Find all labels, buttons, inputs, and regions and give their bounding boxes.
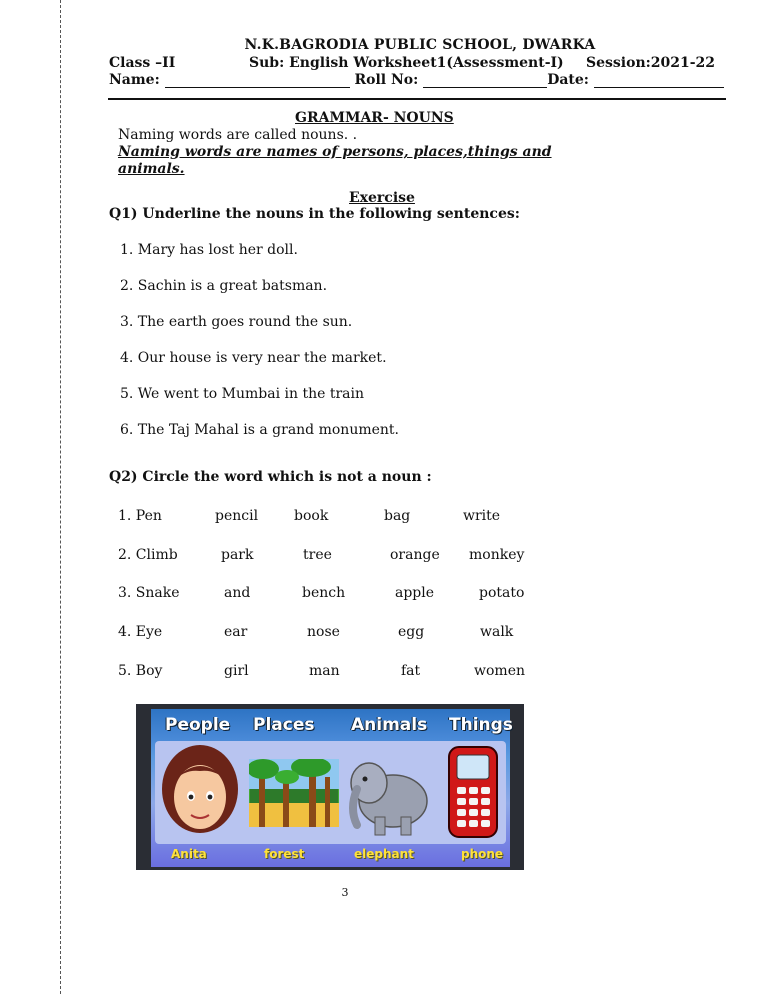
pictures-panel (155, 741, 506, 844)
q2-word[interactable]: 3. Snake (118, 585, 180, 601)
school-name: N.K.BAGRODIA PUBLIC SCHOOL, DWARKA (244, 37, 596, 53)
q2-word[interactable]: nose (307, 624, 340, 640)
exercise-heading: Exercise (349, 190, 415, 206)
page-number: 3 (341, 886, 349, 899)
q2-word[interactable]: 4. Eye (118, 624, 163, 640)
phone-icon (445, 745, 501, 839)
q1-item: 3. The earth goes round the sun. (120, 314, 353, 330)
q1-item: 6. The Taj Mahal is a grand monument. (120, 422, 399, 438)
subject-label: Sub: English Worksheet1(Assessment-I) (249, 55, 564, 71)
q2-word[interactable]: man (309, 663, 340, 679)
q1-question: Q1) Underline the nouns in the following sentences: (109, 206, 520, 222)
name-label: Name: (109, 72, 160, 88)
q2-question: Q2) Circle the word which is not a noun : (109, 469, 432, 485)
q2-word[interactable]: orange (390, 547, 440, 563)
definition-line-2: animals. (118, 161, 185, 177)
page-title: GRAMMAR- NOUNS (295, 110, 454, 126)
q1-item: 4. Our house is very near the market. (120, 350, 387, 366)
q2-word[interactable]: potato (479, 585, 525, 601)
header-rule (108, 98, 726, 100)
q2-word[interactable]: girl (224, 663, 249, 679)
forest-icon (249, 759, 339, 827)
q2-word[interactable]: and (224, 585, 251, 601)
q2-word[interactable]: 5. Boy (118, 663, 163, 679)
date-label: Date: (547, 72, 589, 88)
q2-word[interactable]: fat (401, 663, 421, 679)
name-blank (165, 75, 350, 88)
q2-word[interactable]: bag (384, 508, 411, 524)
q2-word[interactable]: 2. Climb (118, 547, 178, 563)
heading-things: Things (449, 715, 513, 735)
heading-places: Places (253, 715, 315, 735)
label-phone: phone (461, 847, 504, 861)
q1-item: 1. Mary has lost her doll. (120, 242, 298, 258)
intro-text: Naming words are called nouns. . (118, 127, 358, 143)
q1-item: 2. Sachin is a great batsman. (120, 278, 328, 294)
name-line (109, 72, 724, 88)
session-label: Session:2021-22 (586, 55, 716, 71)
elephant-icon (347, 749, 433, 839)
margin-line (60, 0, 61, 994)
q2-word[interactable]: park (221, 547, 254, 563)
q2-word[interactable]: bench (302, 585, 346, 601)
roll-label: Roll No: (354, 72, 419, 88)
q2-word[interactable]: tree (303, 547, 332, 563)
date-blank (594, 75, 724, 88)
q2-word[interactable]: women (474, 663, 525, 679)
illustration-background (151, 709, 513, 867)
q1-item: 5. We went to Mumbai in the train (120, 386, 365, 402)
nouns-illustration (136, 704, 524, 870)
label-elephant: elephant (354, 847, 414, 861)
q2-word[interactable]: book (294, 508, 329, 524)
heading-people: People (165, 715, 231, 735)
q2-word[interactable]: walk (480, 624, 514, 640)
definition-line-1: Naming words are names of persons, places,things and (118, 144, 552, 160)
q2-word[interactable]: egg (398, 624, 425, 640)
class-label: Class –II (109, 55, 176, 71)
label-forest: forest (264, 847, 305, 861)
label-anita: Anita (171, 847, 207, 861)
q2-word[interactable]: apple (395, 585, 435, 601)
q2-word[interactable]: write (463, 508, 501, 524)
q2-word[interactable]: pencil (215, 508, 259, 524)
girl-icon (155, 741, 245, 844)
q2-word[interactable]: 1. Pen (118, 508, 162, 524)
q2-word[interactable]: monkey (469, 547, 525, 563)
roll-blank (423, 75, 547, 88)
heading-animals: Animals (351, 715, 428, 735)
q2-word[interactable]: ear (224, 624, 248, 640)
